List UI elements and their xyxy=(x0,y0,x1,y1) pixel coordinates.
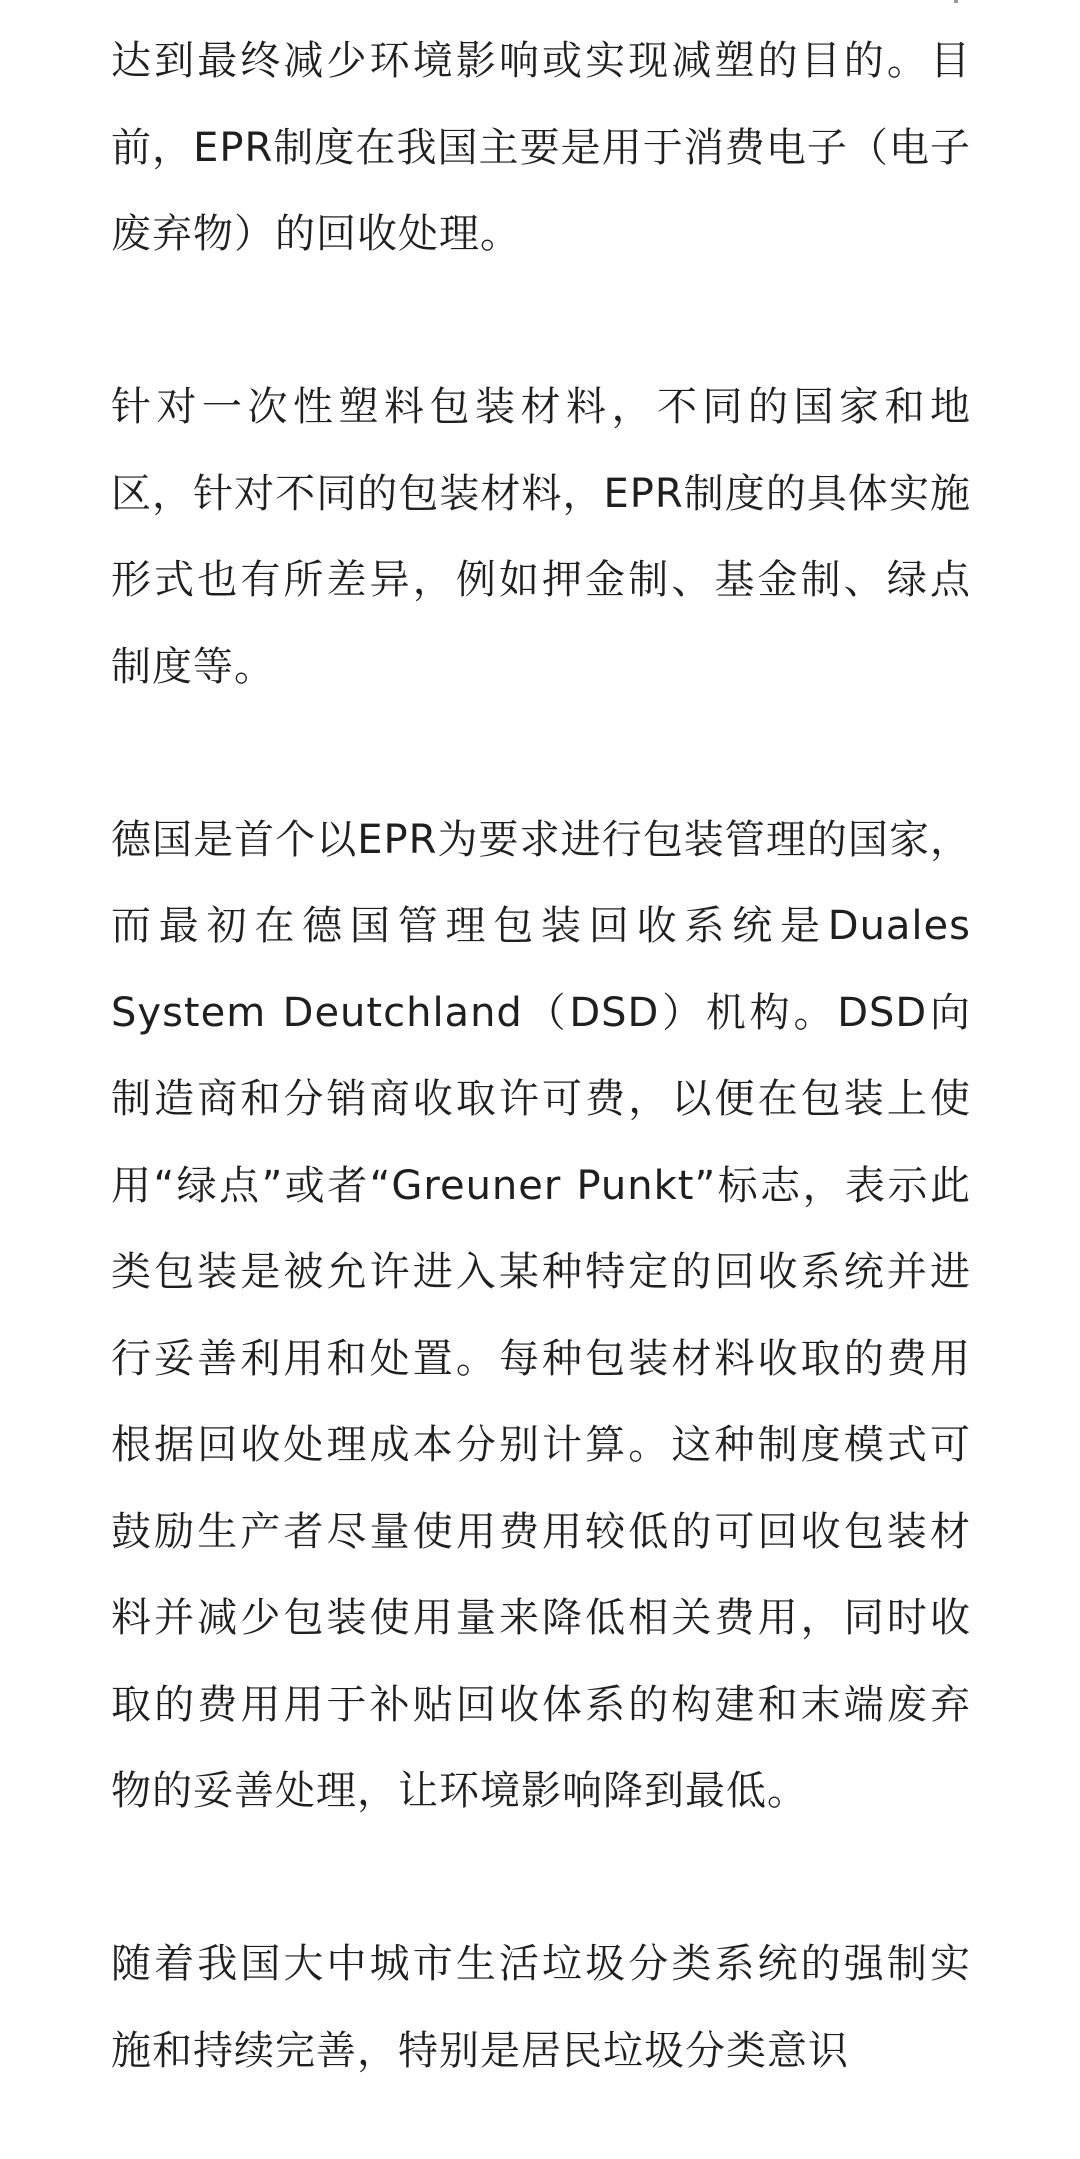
paragraph-packaging-forms: 针对一次性塑料包装材料，不同的国家和地区，针对不同的包装材料，EPR制度的具体实施形式也有所差异，例如押金制、基金制、绿点制度等。 xyxy=(111,384,971,690)
paragraph-gap xyxy=(111,1835,971,1922)
paragraph-gap xyxy=(111,710,971,797)
top-edge-mark xyxy=(954,0,958,3)
paragraph-gap xyxy=(111,278,971,365)
paragraph-epr-purpose: 达到最终减少环境影响或实现减塑的目的。目前，EPR制度在我国主要是用于消费电子（电子废弃物）的回收处理。 xyxy=(111,38,971,257)
article-body xyxy=(111,18,971,2094)
paragraph-china-sorting: 随着我国大中城市生活垃圾分类系统的强制实施和持续完善，特别是居民垃圾分类意识 xyxy=(111,1941,971,2074)
paragraph-germany-dsd: 德国是首个以EPR为要求进行包装管理的国家，而最初在德国管理包装回收系统是Duales System Deutchland（DSD）机构。DSD向制造商和分销商收取许可费，以便在包装上使用“绿点”或者“Greuner Punkt”标志，表示此类包装是被允许进入某种特定的回收系统并进行妥善利用和处置。每种包装材料收取的费用根据回收处理成本分别计算。这种制度模式可鼓励生产者尽量使用费用较低的可回收包装材料并减少包装使用量来降低相关费用，同时收取的费用用于补贴回收体系的构建和末端废弃物的妥善处理，让环境影响降到最低。 xyxy=(111,816,971,1814)
